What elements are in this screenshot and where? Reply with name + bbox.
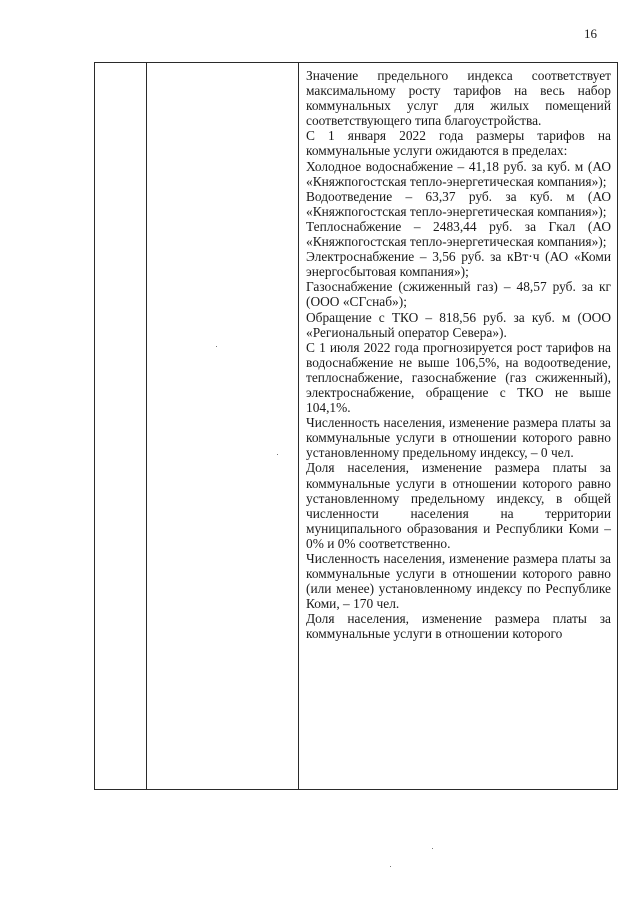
paragraph-cold-water: Холодное водоснабжение – 41,18 руб. за куб. м (АО «Княжпогостская тепло-энергетическая компания»);	[306, 158, 611, 189]
paragraph-gas: Газоснабжение (сжиженный газ) – 48,57 руб. за кг (ООО «СГснаб»);	[306, 279, 611, 310]
scan-speck	[390, 866, 391, 867]
table-cell-col1	[95, 63, 147, 790]
table-cell-col3	[299, 63, 618, 790]
cell-text-block	[299, 63, 617, 642]
paragraph-electricity: Электроснабжение – 3,56 руб. за кВт·ч (АО «Коми энергосбытовая компания»);	[306, 249, 611, 280]
scan-speck	[277, 454, 278, 455]
page-number: 16	[584, 26, 597, 41]
table-row	[95, 63, 618, 790]
scan-speck	[216, 346, 217, 347]
paragraph-jul-2022-growth: С 1 июля 2022 года прогнозируется рост тарифов на водоснабжение не выше 106,5%, на водоотведение, теплоснабжение, газоснабжение (газ сжиженный), электроснабжение, обращение с ТКО не выше 104,1%.	[306, 339, 611, 416]
paragraph-share-equal-index: Доля населения, изменение размера платы за коммунальные услуги в отношении которого равно установленному предельному индексу, в общей численности населения на территории муниципального образования и Республики Коми – 0% и 0% соответственно.	[306, 460, 611, 551]
paragraph-share-below-index: Доля населения, изменение размера платы за коммунальные услуги в отношении которого	[306, 611, 611, 642]
paragraph-waste: Обращение с ТКО – 818,56 руб. за куб. м (ООО «Региональный оператор Севера»).	[306, 309, 611, 340]
paragraph-sewage: Водоотведение – 63,37 руб. за куб. м (АО «Княжпогостская тепло-энергетическая компания»);	[306, 188, 611, 219]
paragraph-heating: Теплоснабжение – 2483,44 руб. за Гкал (АО «Княжпогостская тепло-энергетическая компания»);	[306, 218, 611, 250]
paragraph-jan-2022-intro: С 1 января 2022 года размеры тарифов на коммунальные услуги ожидаются в пределах:	[306, 128, 611, 159]
table-cell-col2	[147, 63, 299, 790]
paragraph-index-description: Значение предельного индекса соответствует максимальному росту тарифов на весь набор коммунальных услуг для жилых помещений соответствующего типа благоустройства.	[306, 68, 611, 129]
paragraph-population-equal-index: Численность населения, изменение размера платы за коммунальные услуги в отношении которого равно установленному предельному индексу, – 0 чел.	[306, 415, 611, 461]
scan-speck	[432, 848, 433, 849]
paragraph-population-below-index: Численность населения, изменение размера платы за коммунальные услуги в отношении которого равно (или менее) установленному индексу по Республике Коми, – 170 чел.	[306, 551, 611, 612]
document-table	[94, 62, 618, 790]
